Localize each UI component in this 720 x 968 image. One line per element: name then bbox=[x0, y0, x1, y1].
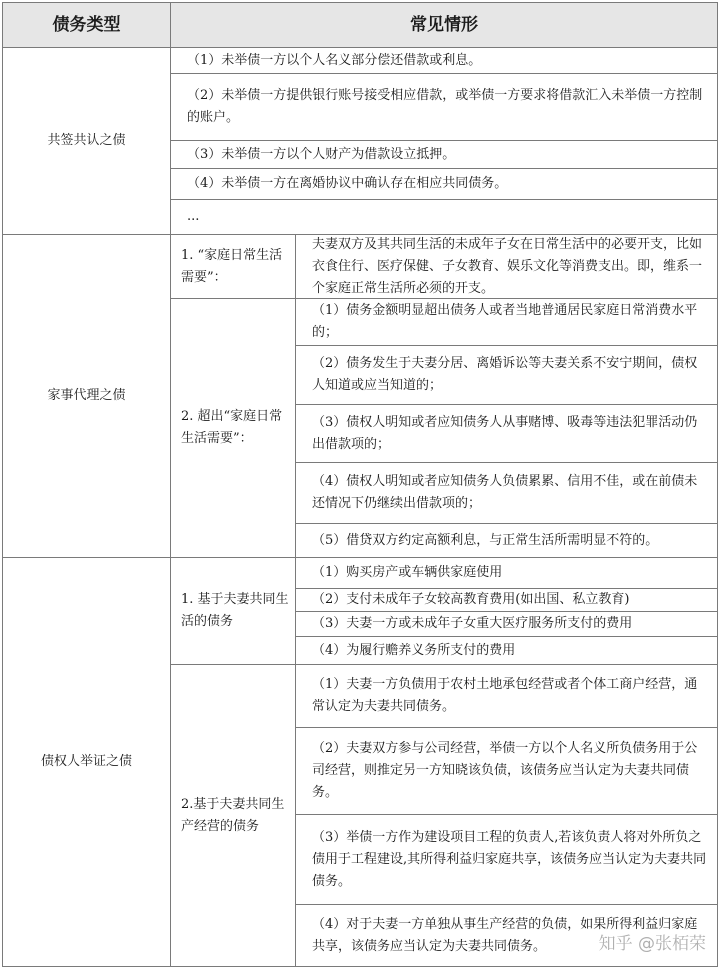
category-household-agency-debt: 家事代理之债 bbox=[47, 388, 126, 403]
row-divider bbox=[295, 588, 718, 589]
row-divider bbox=[170, 199, 718, 200]
row-divider bbox=[295, 462, 718, 463]
column-divider bbox=[170, 2, 171, 966]
table-border bbox=[717, 2, 718, 966]
table-border bbox=[2, 2, 3, 966]
list-item: （3）夫妻一方或未成年子女重大医疗服务所支付的费用 bbox=[312, 616, 633, 631]
list-item: （1）未举债一方以个人名义部分偿还借款或利息。 bbox=[187, 52, 482, 68]
list-item: （4）债权人明知或者应知债务人负债累累、信用不佳，或在前债未还情况下仍继续出借款项的； bbox=[312, 474, 698, 511]
list-item: （2）未举债一方提供银行账号接受相应借款，或举债一方要求将借款汇入未举债一方控制的账户。 bbox=[187, 88, 703, 125]
row-divider bbox=[295, 814, 718, 815]
list-item: （2）支付未成年子女较高教育费用(如出国、私立教育) bbox=[312, 592, 630, 607]
watermark: 知乎 @张栢荣 bbox=[598, 934, 706, 954]
list-item: （4）为履行赡养义务所支付的费用 bbox=[312, 642, 516, 658]
row-divider bbox=[170, 664, 718, 665]
header-common-situations: 常见情形 bbox=[171, 3, 717, 47]
list-item: （3）债权人明知或者应知债务人从事赌博、吸毒等违法犯罪活动仍出借款项的； bbox=[312, 414, 698, 452]
list-item: （2）债务发生于夫妻分居、离婚诉讼等夫妻关系不安宁期间，债权人知道或应当知道的； bbox=[312, 356, 698, 393]
row-divider bbox=[295, 636, 718, 637]
list-item: 夫妻双方及其共同生活的未成年子女在日常生活中的必要开支，比如衣食住行、医疗保健、子女教育、娱乐文化等消费支出。即，维系一个家庭正常生活所必须的开支。 bbox=[312, 236, 703, 296]
row-divider bbox=[2, 557, 718, 558]
list-item: （1）购买房产或车辆供家庭使用 bbox=[312, 565, 503, 580]
category-joint-signature-debt: 共签共认之债 bbox=[47, 133, 126, 148]
list-item: （3）举债一方作为建设项目工程的负责人,若该负责人将对外所负之债用于工程建设,其所得利益归家庭共享，该债务应当认定为夫妻共同债务。 bbox=[312, 829, 707, 889]
row-divider bbox=[2, 47, 718, 48]
list-item: （3）未举债一方以个人财产为借款设立抵押。 bbox=[187, 146, 456, 162]
list-item: （4）对于夫妻一方单独从事生产经营的负债，如果所得利益归家庭共享，该债务应当认定为夫妻共同债务。 bbox=[312, 917, 698, 954]
category-creditor-proof-debt: 债权人举证之债 bbox=[40, 754, 132, 769]
row-divider bbox=[295, 523, 718, 524]
row-divider bbox=[2, 2, 718, 3]
row-divider bbox=[295, 904, 718, 905]
row-divider bbox=[170, 168, 718, 169]
header-debt-type: 债务类型 bbox=[3, 3, 170, 47]
row-divider bbox=[295, 404, 718, 405]
row-divider bbox=[170, 140, 718, 141]
sub-category-daily-needs: 1. “家庭日常生活需要”： bbox=[181, 247, 283, 285]
row-divider bbox=[2, 234, 718, 235]
row-divider bbox=[2, 966, 718, 967]
list-item: （5）借贷双方约定高额利息，与正常生活所需明显不符的。 bbox=[312, 532, 659, 548]
row-divider bbox=[295, 345, 718, 346]
list-item: （1）夫妻一方负债用于农村土地承包经营或者个体工商户经营，通常认定为夫妻共同债务。 bbox=[312, 677, 698, 714]
list-item: （2）夫妻双方参与公司经营，举债一方以个人名义所负债务用于公司经营，则推定另一方知晓该负债，该债务应当认定为夫妻共同债务。 bbox=[312, 741, 698, 800]
row-divider bbox=[170, 298, 718, 299]
list-item: ... bbox=[187, 209, 200, 224]
list-item: （1）债务金额明显超出债务人或者当地普通居民家庭日常消费水平的； bbox=[312, 303, 698, 340]
row-divider bbox=[295, 727, 718, 728]
sub-category-beyond-daily-needs: 2. 超出“家庭日常生活需要”： bbox=[181, 409, 283, 446]
sub-category-joint-business-debt: 2.基于夫妻共同生产经营的债务 bbox=[181, 796, 285, 834]
row-divider bbox=[295, 611, 718, 612]
list-item: （4）未举债一方在离婚协议中确认存在相应共同债务。 bbox=[187, 176, 508, 191]
sub-category-joint-living-debt: 1. 基于夫妻共同生活的债务 bbox=[181, 592, 289, 629]
row-divider bbox=[170, 73, 718, 74]
